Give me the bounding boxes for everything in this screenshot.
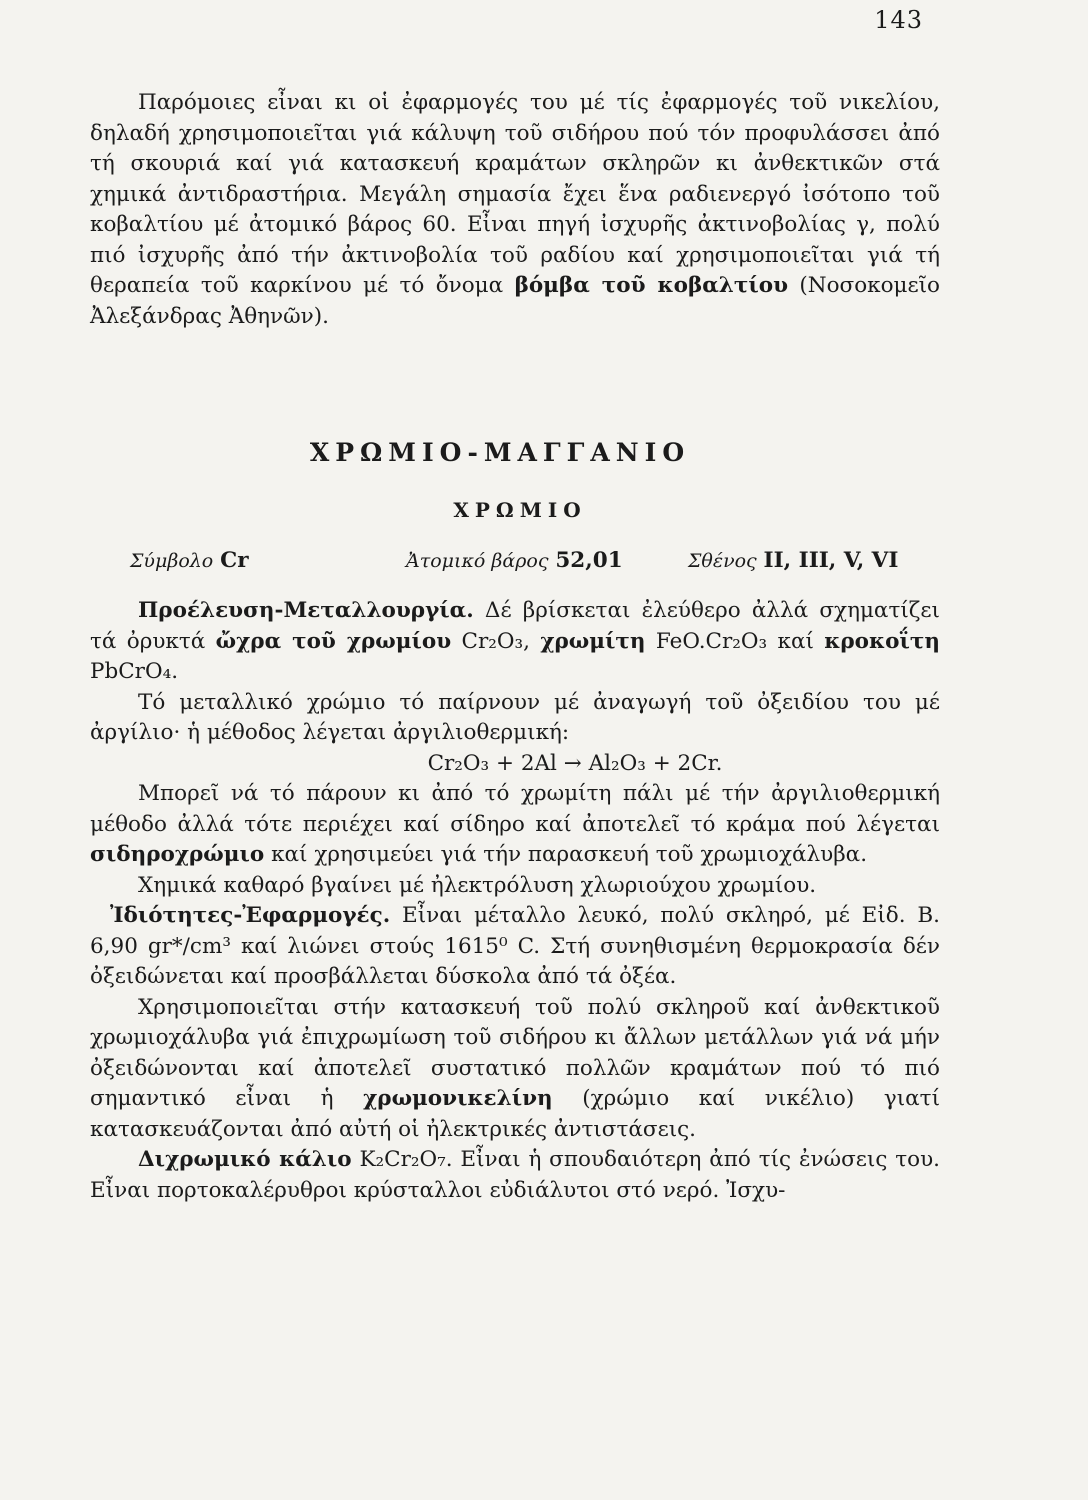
chromium-body	[90, 596, 940, 1206]
intro-text-end: (Νοσοκομεῖο Ἀλεξάνδρας Ἀθηνῶν).	[90, 273, 941, 329]
origin-paragraph	[90, 596, 940, 688]
intro-section	[90, 88, 940, 332]
chromite-term: χρωμίτη	[540, 628, 646, 654]
cobalt-bomb-term: βόμβα τοῦ κοβαλτίου	[514, 273, 788, 298]
properties-title: Ἰδιότητες-Ἐφαρμογές.	[110, 903, 391, 928]
page-number: 143	[874, 6, 923, 34]
ferrochrome-term: σιδηροχρώμιο	[90, 842, 265, 867]
ferrochrome-text-end: καί χρησιμεύει γιά τήν παρασκευή τοῦ χρωμιοχάλυβα.	[264, 842, 868, 867]
dichromate-title: Διχρωμικό κάλιο	[138, 1147, 352, 1172]
symbol-label: Σύμβολο	[130, 550, 214, 572]
aluminothermic-equation: Cr₂O₃ + 2Al → Al₂O₃ + 2Cr.	[427, 750, 723, 776]
atomic-weight-value: 52,01	[555, 548, 623, 573]
symbol-entry	[130, 548, 249, 573]
atomic-weight-entry	[406, 548, 623, 573]
valence-label: Σθένος	[688, 550, 757, 572]
ferrochrome-text: Μπορεῖ νά τό πάρουν κι ἀπό τό χρωμίτη πάλι μέ τήν ἀργιλιοθερμική μέθοδο ἀλλά τότε περιέχει καί σίδηρο καί ἀποτελεῖ τό κράμα πού λέγεται	[90, 781, 940, 837]
valence-value: II, III, V, VI	[763, 548, 899, 573]
uses-text: Χρησιμοποιεῖται στήν κατασκευή τοῦ πολύ σκληροῦ καί ἀνθεκτικοῦ χρωμιοχάλυβα γιά ἐπιχρωμίωση τοῦ σιδήρου κι ἄλλων μετάλλων γιά νά μήν ὀξειδώνονται καί ἀποτελεῖ συστατικό πολλῶν κραμάτων πού τό πιό σημαντικό εἶναι ἡ	[90, 994, 940, 1111]
element-meta-row	[90, 548, 910, 588]
uses-paragraph	[90, 993, 940, 1146]
nichrome-term: χρωμονικελίνη	[363, 1086, 553, 1111]
chrome-ochre-term: ὤχρα τοῦ χρωμίου	[215, 628, 452, 654]
dichromate-paragraph	[90, 1145, 940, 1206]
crocoite-term: κροκοΐτη	[824, 628, 940, 654]
symbol-value: Cr	[220, 548, 249, 573]
origin-text-1: Δέ βρίσκεται ἐλεύθερο ἀλλά σχηματίζει τά ὀρυκτά	[90, 598, 940, 654]
chapter-heading: ΧΡΩΜΙΟ-ΜΑΓΓΑΝΙΟ	[309, 438, 691, 467]
uses-text-end: (χρώμιο καί νικέλιο) γιατί κατασκευάζονται ἀπό αὐτή οἱ ἠλεκτρικές ἀντιστάσεις.	[90, 1086, 940, 1142]
intro-paragraph	[90, 88, 940, 332]
section-heading: ΧΡΩΜΙΟ	[453, 498, 587, 522]
atomic-weight-label: Ἀτομικό βάρος	[406, 550, 549, 572]
electrolysis-paragraph: Χημικά καθαρό βγαίνει μέ ἠλεκτρόλυση χλωριούχου χρωμίου.	[138, 872, 817, 898]
dichromate-text: K₂Cr₂O₇. Εἶναι ἡ σπουδαιότερη ἀπό τίς ἐνώσεις του. Εἶναι πορτοκαλέρυθροι κρύσταλλοι εὐδιάλυτοι στό νερό. Ἰσχυ-	[90, 1147, 940, 1203]
properties-text: Εἶναι μέταλλο λευκό, πολύ σκληρό, μέ Εἰδ. Β. 6,90 gr*/cm³ καί λιώνει στούς 1615⁰ C. Στή συνηθισμένη θερμοκρασία δέν ὀξειδώνεται καί προσβάλλεται δύσκολα ἀπό τά ὀξέα.	[90, 903, 940, 989]
origin-title: Προέλευση-Μεταλλουργία.	[138, 598, 474, 623]
origin-text-2: Cr₂O₃,	[451, 628, 541, 654]
valence-entry	[688, 548, 898, 573]
intro-text: Παρόμοιες εἶναι κι οἱ ἐφαρμογές του μέ τίς ἐφαρμογές τοῦ νικελίου, δηλαδή χρησιμοποιεῖται γιά κάλυψη τοῦ σιδήρου πού τόν προφυλάσσει ἀπό τή σκουριά καί γιά κατασκευή κραμάτων σκληρῶν κι ἀνθεκτικῶν στά χημικά ἀντιδραστήρια. Μεγάλη σημασία ἔχει ἕνα ραδιενεργό ἰσότοπο τοῦ κοβαλτίου μέ ἀτομικό βάρος 60. Εἶναι πηγή ἰσχυρῆς ἀκτινοβολίας γ, πολύ πιό ἰσχυρῆς ἀπό τήν ἀκτινοβολία τοῦ ραδίου καί χρησιμοποιεῖται γιά τή θεραπεία τοῦ καρκίνου μέ τό ὄνομα	[90, 90, 940, 298]
properties-paragraph	[90, 901, 940, 993]
origin-text-4: PbCrO₄.	[90, 659, 179, 684]
ferrochrome-paragraph	[90, 779, 940, 871]
reduction-paragraph: Τό μεταλλικό χρώμιο τό παίρνουν μέ ἀναγωγή τοῦ ὀξειδίου του μέ ἀργίλιο· ἡ μέθοδος λέγεται ἀργιλιοθερμική:	[90, 689, 940, 745]
origin-text-3: FeO.Cr₂O₃ καί	[645, 628, 825, 654]
